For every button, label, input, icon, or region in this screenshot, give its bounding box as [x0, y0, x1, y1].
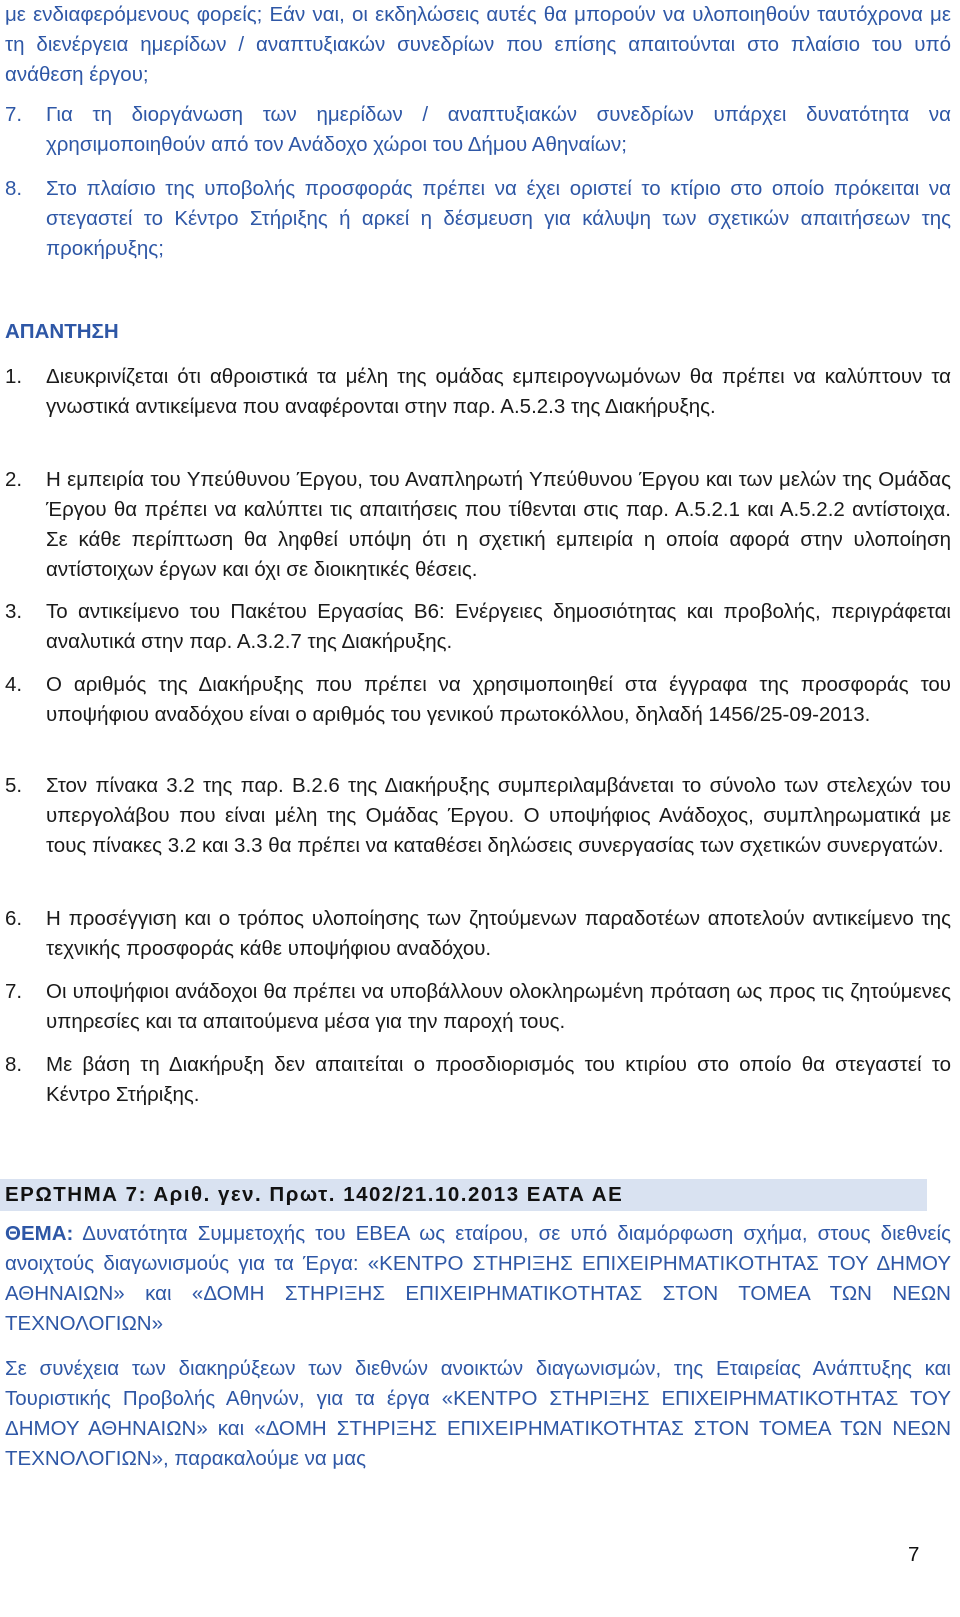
answer-item-7 [5, 977, 951, 1037]
answer-number: 4. [5, 673, 23, 696]
answer-text: Η εμπειρία του Υπεύθυνου Έργου, του Αναπληρωτή Υπεύθυνου Έργου και των μελών της Ομάδας Έργου θα πρέπει να καλύπτει τις απαιτήσεις που τίθενται στις παρ. Α.5.2.1 και Α.5.2.2 αντίστοιχα. Σε κάθε περίπτωση θα ληφθεί υπόψη ότι η σχετική εμπειρία η οποία αφορά στην υλοποίηση αντίστοιχων έργων και όχι σε διοικητικές θέσεις. [46, 468, 951, 581]
answer-item-3 [5, 597, 951, 657]
question-7-title: ΕΡΩΤΗΜΑ 7: Αριθ. γεν. Πρωτ. 1402/21.10.2013 ΕΑΤΑ ΑΕ [5, 1183, 624, 1206]
question-text: Στο πλαίσιο της υποβολής προσφοράς πρέπει να έχει οριστεί το κτίριο στο οποίο πρόκειται να στεγαστεί το Κέντρο Στήριξης ή αρκεί η δέσμευση για κάλυψη των σχετικών απαιτήσεων της προκήρυξης; [46, 177, 951, 260]
question-number: 7. [5, 103, 23, 126]
question-number: 8. [5, 177, 23, 200]
answer-number: 8. [5, 1053, 23, 1076]
subject-text: Δυνατότητα Συμμετοχής του ΕΒΕΑ ως εταίρου, σε υπό διαμόρφωση σχήμα, στους διεθνείς ανοιχτούς διαγωνισμούς για τα Έργα: «ΚΕΝΤΡΟ ΣΤΗΡΙΞΗΣ ΕΠΙΧΕΙΡΗΜΑΤΙΚΟΤΗΤΑΣ ΤΟΥ ΔΗΜΟΥ ΑΘΗΝΑΙΩΝ» και «ΔΟΜΗ ΣΤΗΡΙΞΗΣ ΕΠΙΧΕΙΡΗΜΑΤΙΚΟΤΗΤΑΣ ΣΤΟΝ ΤΟΜΕΑ ΤΩΝ ΝΕΩΝ ΤΕΧΝΟΛΟΓΙΩΝ» [5, 1222, 951, 1335]
intro-continuation: με ενδιαφερόμενους φορείς; Εάν ναι, οι εκδηλώσεις αυτές θα μπορούν να υλοποιηθούν ταυτόχρονα με τη διενέργεια ημερίδων / αναπτυξιακών συνεδρίων που επίσης απαιτούνται στο πλαίσιο του υπό ανάθεση έργου; [5, 3, 951, 86]
answer-heading: ΑΠΑΝΤΗΣΗ [5, 320, 119, 343]
answer-text: Με βάση τη Διακήρυξη δεν απαιτείται ο προσδιορισμός του κτιρίου στο οποίο θα στεγαστεί το Κέντρο Στήριξης. [46, 1053, 951, 1106]
answer-text: Η προσέγγιση και ο τρόπος υλοποίησης των ζητούμενων παραδοτέων αποτελούν αντικείμενο της τεχνικής προσφοράς κάθε υποψήφιου αναδόχου. [46, 907, 951, 960]
question-item-8 [5, 174, 951, 264]
closing-paragraph: Σε συνέχεια των διακηρύξεων των διεθνών ανοικτών διαγωνισμών, της Εταιρείας Ανάπτυξης και Τουριστικής Προβολής Αθηνών, για τα έργα «ΚΕΝΤΡΟ ΣΤΗΡΙΞΗΣ ΕΠΙΧΕΙΡΗΜΑΤΙΚΟΤΗΤΑΣ ΤΟΥ ΔΗΜΟΥ ΑΘΗΝΑΙΩΝ» και «ΔΟΜΗ ΣΤΗΡΙΞΗΣ ΕΠΙΧΕΙΡΗΜΑΤΙΚΟΤΗΤΑΣ ΣΤΟΝ ΤΟΜΕΑ ΤΩΝ ΝΕΩΝ ΤΕΧΝΟΛΟΓΙΩΝ», παρακαλούμε να μας [5, 1357, 951, 1470]
answer-number: 7. [5, 980, 23, 1003]
answer-number: 1. [5, 365, 23, 388]
answer-number: 3. [5, 600, 23, 623]
answer-item-4 [5, 670, 951, 730]
answer-number: 2. [5, 468, 23, 491]
answer-text: Οι υποψήφιοι ανάδοχοι θα πρέπει να υποβάλλουν ολοκληρωμένη πρόταση ως προς τις ζητούμενες υπηρεσίες και τα απαιτούμενα μέσα για την παροχή τους. [46, 980, 951, 1033]
page-number: 7 [908, 1543, 920, 1566]
answer-text: Διευκρινίζεται ότι αθροιστικά τα μέλη της ομάδας εμπειρογνωμόνων θα πρέπει να καλύπτουν τα γνωστικά αντικείμενα που αναφέρονται στην παρ. Α.5.2.3 της Διακήρυξης. [46, 365, 951, 418]
answer-item-2 [5, 465, 951, 585]
answer-text: Ο αριθμός της Διακήρυξης που πρέπει να χρησιμοποιηθεί στα έγγραφα της προσφοράς του υποψήφιου αναδόχου είναι ο αριθμός του γενικού πρωτοκόλλου, δηλαδή 1456/25-09-2013. [46, 673, 951, 726]
subject-label: ΘΕΜΑ: [5, 1222, 74, 1245]
question-text: Για τη διοργάνωση των ημερίδων / αναπτυξιακών συνεδρίων υπάρχει δυνατότητα να χρησιμοποιηθούν από τον Ανάδοχο χώροι του Δήμου Αθηναίων; [46, 103, 951, 156]
answer-number: 5. [5, 774, 23, 797]
answer-item-1 [5, 362, 951, 422]
answer-item-8 [5, 1050, 951, 1110]
answer-item-5 [5, 771, 951, 861]
answer-text: Στον πίνακα 3.2 της παρ. Β.2.6 της Διακήρυξης συμπεριλαμβάνεται το σύνολο των στελεχών του υπεργολάβου που είναι μέλη της Ομάδας Έργου. Ο υποψήφιος Ανάδοχος, συμπληρωματικά με τους πίνακες 3.2 και 3.3 θα πρέπει να καταθέσει δηλώσεις συνεργασίας των σχετικών συνεργατών. [46, 774, 951, 857]
answer-item-6 [5, 904, 951, 964]
question-item-7 [5, 100, 951, 160]
subject-paragraph [5, 1219, 951, 1339]
answer-text: Το αντικείμενο του Πακέτου Εργασίας Β6: Ενέργειες δημοσιότητας και προβολής, περιγράφεται αναλυτικά στην παρ. Α.3.2.7 της Διακήρυξης. [46, 600, 951, 653]
answer-number: 6. [5, 907, 23, 930]
